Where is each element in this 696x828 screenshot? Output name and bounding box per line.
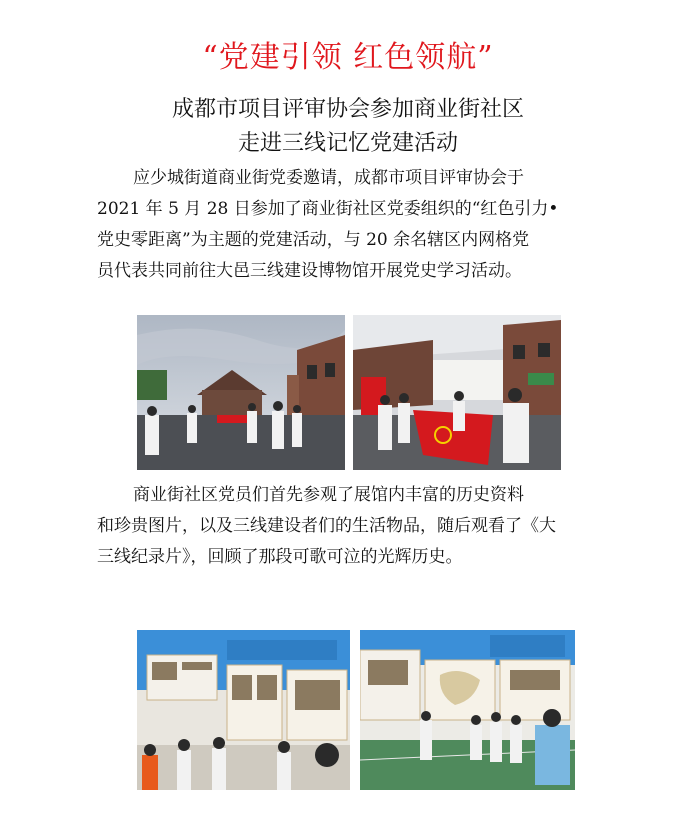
photo-exhibition-boards	[137, 630, 350, 790]
paragraph-1-line: 员代表共同前往大邑三线建设博物馆开展党史学习活动。	[97, 261, 522, 281]
paragraph-1-line: 应少城街道商业街党委邀请，成都市项目评审协会于	[133, 168, 524, 188]
paragraph-2-line: 和珍贵图片，以及三线建设者们的生活物品，随后观看了《大	[97, 516, 556, 536]
photo-hall-visitors	[360, 630, 575, 790]
paragraph-2-line: 三线纪录片》，回顾了那段可歌可泣的光辉历史。	[97, 547, 463, 567]
paragraph-2	[97, 480, 597, 573]
paragraph-1-line: 2021 年 5 月 28 日参加了商业街社区党委组织的“红色引力•	[97, 199, 559, 219]
photo-party-flag-group	[353, 315, 561, 470]
page-title: “党建引领 红色领航”	[202, 40, 494, 75]
paragraph-2-line: 商业街社区党员们首先参观了展馆内丰富的历史资料	[133, 485, 524, 505]
paragraph-1	[97, 163, 597, 287]
subtitle-line-2: 走进三线记忆党建活动	[237, 131, 458, 156]
photo-museum-courtyard	[137, 315, 345, 470]
paragraph-1-line: 党史零距离”为主题的党建活动，与 20 余名辖区内网格党	[97, 230, 530, 250]
subtitle-line-1: 成都市项目评审协会参加商业街社区	[171, 97, 524, 122]
